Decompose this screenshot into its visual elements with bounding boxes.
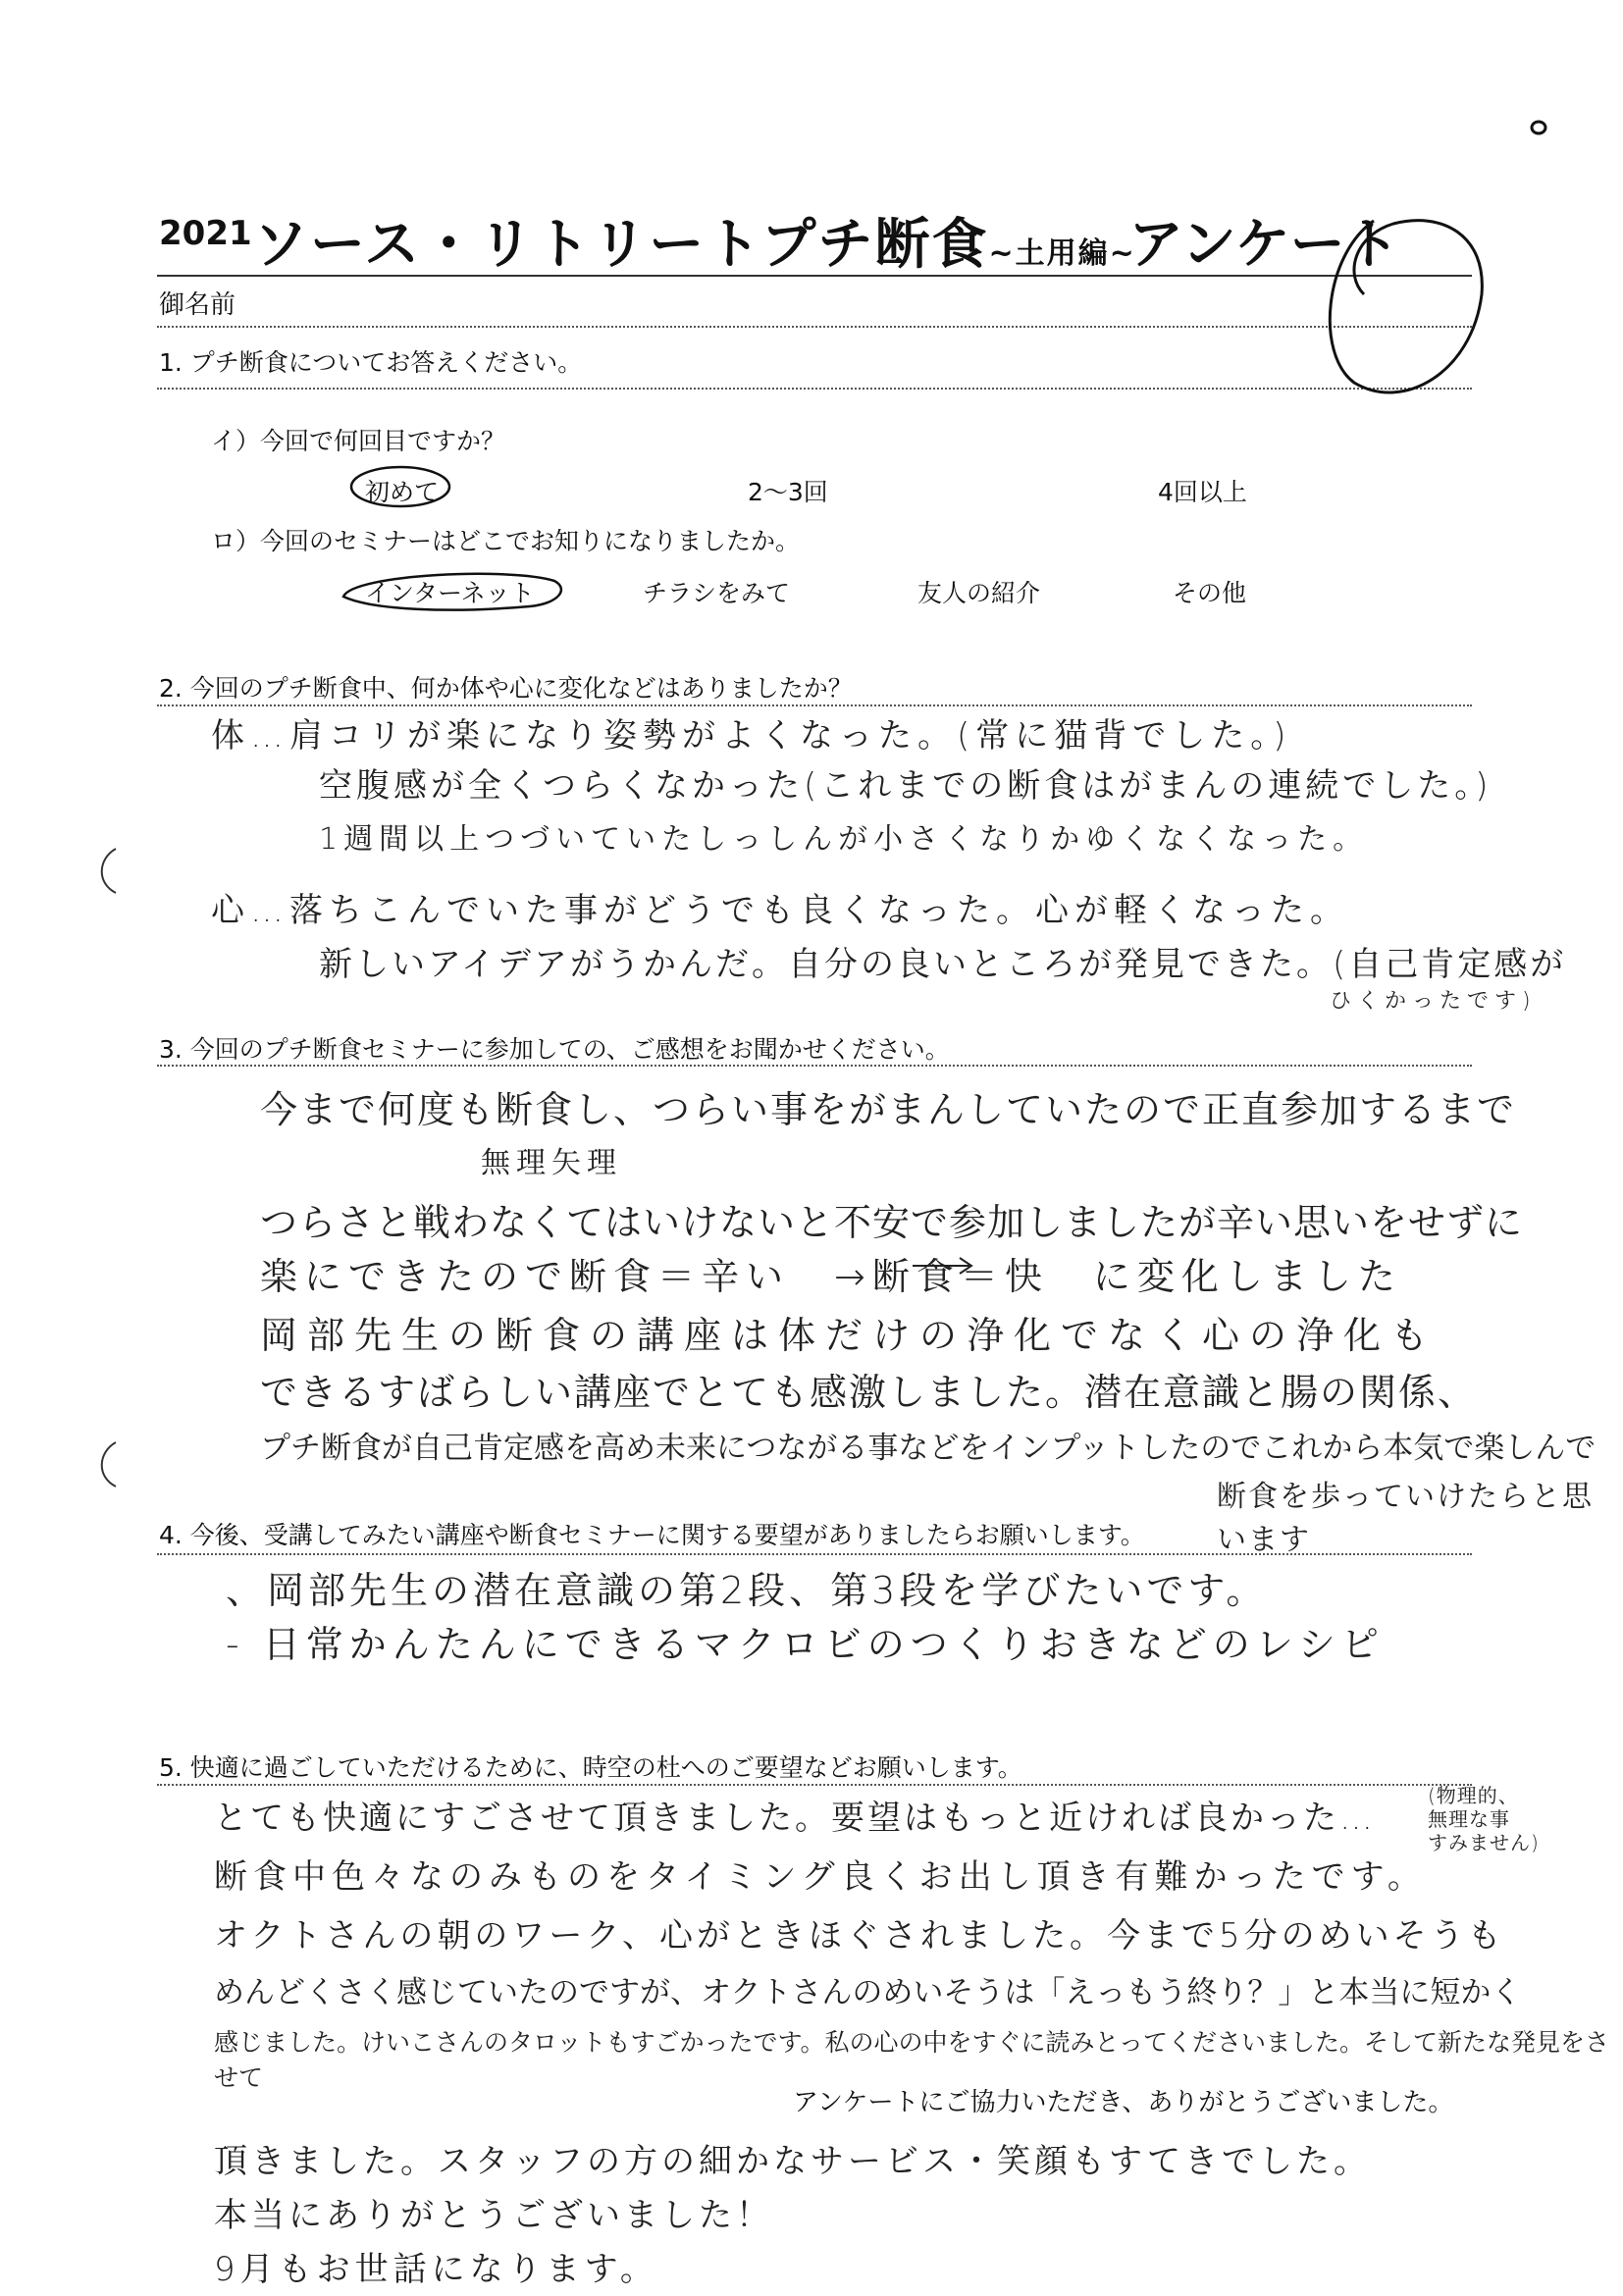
q3-answer-line: つらさと戦わなくてはいけないと不安で参加しましたが辛い思いをせずに: [260, 1201, 1524, 1244]
title-survey-word: アンケート: [1128, 213, 1400, 277]
q5-answer-line: 9月もお世話になります。: [214, 2250, 658, 2289]
q5-heading: 5. 快適に過ごしていただけるために、時空の杜へのご要望などお願いします。: [159, 1753, 1022, 1782]
q2-heading: 2. 今回のプチ断食中、何か体や心に変化などはありましたか？: [159, 674, 853, 703]
q2-answer-line: 心…落ちこんでいた事がどうでも良くなった。心が軽くなった。: [211, 891, 1349, 930]
q2-answer-note: ひくかったです): [1330, 989, 1537, 1014]
q4-answer-line: 、岡部先生の潜在意識の第2段、第3段を学びたいです。: [226, 1569, 1268, 1612]
title-year: 2021: [159, 214, 252, 253]
pen-arrow: [913, 1258, 971, 1274]
q4-answer-line: - 日常かんたんにできるマクロビのつくりおきなどのレシピ: [226, 1623, 1385, 1666]
q3-answer-line: 岡部先生の断食の講座は体だけの浄化でなく心の浄化も: [260, 1314, 1439, 1357]
q5-answer-line: オクトさんの朝のワーク、心がときほぐされました。今まで5分のめいそうも: [214, 1916, 1505, 1956]
pen-circle-first: [351, 467, 449, 506]
q5-side-note-line: すみません): [1428, 1831, 1540, 1854]
q3-answer-line: 楽にできたので断食＝辛い →断食＝快 に変化しました: [260, 1255, 1402, 1298]
q1b-option-friend[interactable]: 友人の紹介: [917, 579, 1041, 607]
binder-hole-mark: [102, 849, 116, 893]
closing-thanks: アンケートにご協力いただき、ありがとうございました。: [793, 2088, 1454, 2117]
q5-answer-line: 断食中色々なのみものをタイミング良くお出し頂き有難かったです。: [214, 1857, 1427, 1897]
q2-answer-line: 1週間以上つづいていたしっしんが小さくなりかゆくなくなった。: [319, 822, 1369, 857]
q5-answer-line: 感じました。けいこさんのタロットもすごかったです。私の心の中をすぐに読みとってくださいました。そして新たな発見をさせて: [214, 2028, 1610, 2092]
q5-answer-line: 本当にありがとうございました！: [214, 2196, 773, 2235]
name-label: 御名前: [159, 290, 236, 320]
q5-answer-line: とても快適にすごさせて頂きました。要望はもっと近ければ良かった…: [214, 1799, 1376, 1838]
q1b-option-other[interactable]: その他: [1173, 579, 1247, 607]
pen-circle-internet: [343, 574, 561, 610]
pen-small-mark: [1532, 122, 1545, 133]
q1a-label: イ）今回で何回目ですか？: [211, 427, 506, 455]
q3-answer-line: 断食を歩っていけたらと思います: [1217, 1480, 1594, 1557]
q3-answer-line: できるすばらしい講座でとても感激しました。潜在意識と腸の関係、: [260, 1371, 1478, 1414]
binder-hole-mark: [102, 1442, 116, 1487]
q2-answer-line: 空腹感が全くつらくなかった(これまでの断食はがまんの連続でした。): [319, 766, 1492, 806]
q1a-option-4plus[interactable]: 4回以上: [1158, 478, 1247, 506]
q3-answer-line: 今まで何度も断食し、つらい事をがまんしていたので正直参加するまで: [260, 1088, 1517, 1131]
q1a-option-2-3[interactable]: 2～3回: [748, 478, 828, 506]
q1b-option-internet[interactable]: インターネット: [365, 579, 535, 607]
q5-answer-line: 頂きました。スタッフの方の細かなサービス・笑顔もすてきでした。: [214, 2142, 1372, 2181]
q1-heading: 1. プチ断食についてお答えください。: [159, 348, 583, 377]
q1b-option-flyer[interactable]: チラシをみて: [643, 579, 791, 607]
q3-answer-line: プチ断食が自己肯定感を高め未来につながる事などをインプットしたのでこれから本気で楽しんで: [260, 1431, 1597, 1466]
q1a-option-first[interactable]: 初めて: [365, 478, 440, 506]
q2-answer-line: 新しいアイデアがうかんだ。自分の良いところが発見できた。(自己肯定感が: [319, 945, 1567, 984]
q5-side-note-line: 無理な事: [1428, 1807, 1510, 1831]
q4-heading: 4. 今後、受講してみたい講座や断食セミナーに関する要望がありましたらお願いします。: [159, 1521, 1145, 1549]
q5-side-note-line: (物理的、: [1428, 1784, 1519, 1807]
q3-answer-insertion: 無理矢理: [481, 1146, 622, 1180]
pen-circle-mark: [1330, 221, 1482, 392]
q3-heading: 3. 今回のプチ断食セミナーに参加しての、ご感想をお聞かせください。: [159, 1035, 950, 1064]
q1b-label: ロ）今回のセミナーはどこでお知りになりましたか。: [211, 527, 801, 555]
q5-answer-line: めんどくさく感じていたのですが、オクトさんのめいそうは「えっもう終り？」と本当に短かく: [214, 1975, 1522, 2010]
q2-answer-line: 体…肩コリが楽になり姿勢がよくなった。(常に猫背でした。): [211, 716, 1292, 756]
title-subtitle: ~土用編~: [988, 236, 1136, 271]
title-text: ソース・リトリートプチ断食: [253, 213, 989, 277]
